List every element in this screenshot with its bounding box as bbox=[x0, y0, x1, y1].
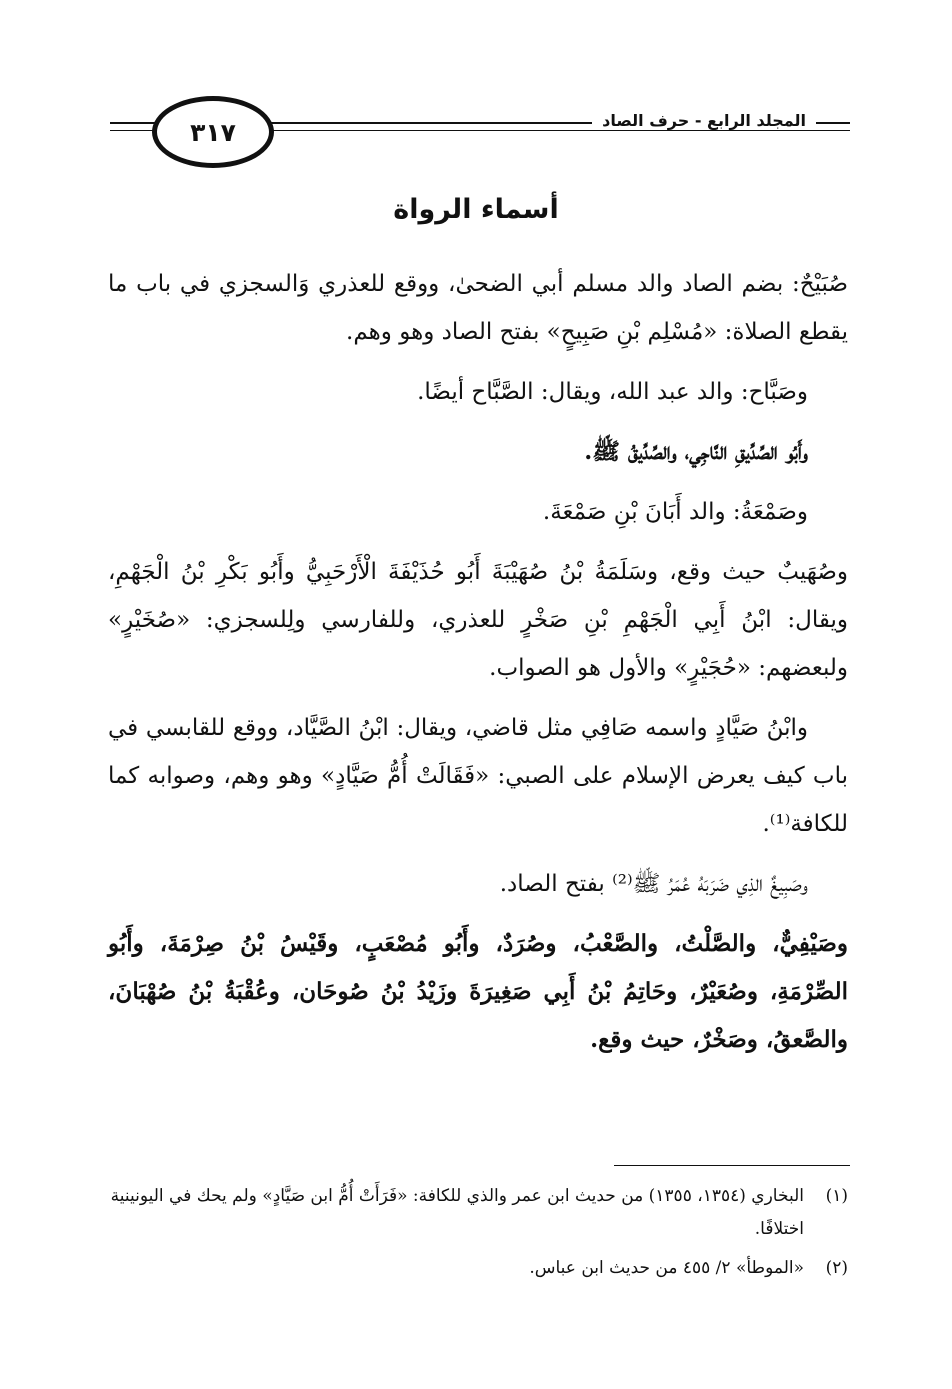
footnote-divider bbox=[614, 1165, 850, 1166]
paragraph: وأَبُو الصِّدِّيقِ النَّاجِي، والصِّدِّيقُ ﷺ. bbox=[584, 438, 808, 465]
footnote bbox=[108, 1252, 848, 1285]
paragraph: وصَمْعَةُ: والد أَبَانَ بْنِ صَمْعَةَ. bbox=[542, 499, 808, 525]
footnote-number: (١) bbox=[825, 1186, 848, 1206]
section-title: أسماء الرواة bbox=[393, 194, 559, 225]
page-header bbox=[110, 92, 850, 172]
footnote bbox=[108, 1180, 848, 1246]
paragraph: وابْنُ صَيَّادٍ واسمه صَافِي مثل قاضي، ويقال: ابْنُ الصَّيَّاد، ووقع للقابسي في باب كيف يعرض الإسلام على الصبي: «فَقَالَتْ أُمُّ صَيَّادٍ» وهو وهم، وصوابه كما للكافة⁽¹⁾. bbox=[108, 715, 848, 837]
paragraph: وصُهَيبٌ حيث وقع، وسَلَمَةُ بْنُ صُهَيْبَةَ أَبُو حُذَيْفَةَ الْأَرْحَبِيُّ وأَبُو بَكْرِ بْنُ الْجَهْمِ، ويقال: ابْنُ أَبِي الْجَهْمِ بْنِ صَخْرٍ للعذري، وللفارسي ولِلسجزي: «صُخَيْرٍ» ولبعضهم: «حُجَيْرٍ» والأول هو الصواب. bbox=[108, 559, 848, 681]
main-text bbox=[108, 260, 848, 1076]
running-head: المجلد الرابع - حرف الصاد bbox=[592, 111, 816, 130]
page-number-text: ٣١٧ bbox=[190, 117, 236, 147]
footnote-text: «الموطأ» ٢/ ٤٥٥ من حديث ابن عباس. bbox=[529, 1258, 804, 1278]
footnotes bbox=[108, 1180, 848, 1291]
footnote-text: البخاري (١٣٥٤، ١٣٥٥) من حديث ابن عمر والذي للكافة: «فَرَأَتْ أُمُّ ابن صَيَّادٍ» ولم يحك في اليونينية اختلافًا. bbox=[110, 1186, 804, 1239]
paragraph: وصَبِيغٌ الذِي ضَرَبَهُ عُمَرُ ﷺ⁽²⁾ بفتح الصاد. bbox=[499, 871, 808, 897]
paragraph: وصَيْفِيٌّ، والصَّلْتُ، والصَّعْبُ، وصُرَدٌ، وأَبُو مُصْعَبٍ، وقَيْسُ بْنُ صِرْمَةَ، وأَبُو الصِّرْمَةِ، وصُعَيْرٌ، وحَاتِمُ بْنُ أَبِي صَغِيرَةَ وزَيْدُ بْنُ صُوحَان، وعُقْبَةُ بْنُ صُهْبَانَ، والصَّعقُ، وصَخْرٌ، حيث وقع. bbox=[108, 930, 848, 1053]
paragraph: وصَبَّاح: والد عبد الله، ويقال: الصَّبَّاح أيضًا. bbox=[417, 379, 808, 405]
page-number bbox=[152, 96, 274, 168]
paragraph: صُبَيْحٌ: بضم الصاد والد مسلم أبي الضحىٰ، ووقع للعذري وَالسجزي في باب ما يقطع الصلاة: «مُسْلِم بْنِ صَبِيحٍ» بفتح الصاد وهو وهم. bbox=[108, 271, 848, 345]
footnote-number: (٢) bbox=[825, 1258, 848, 1278]
